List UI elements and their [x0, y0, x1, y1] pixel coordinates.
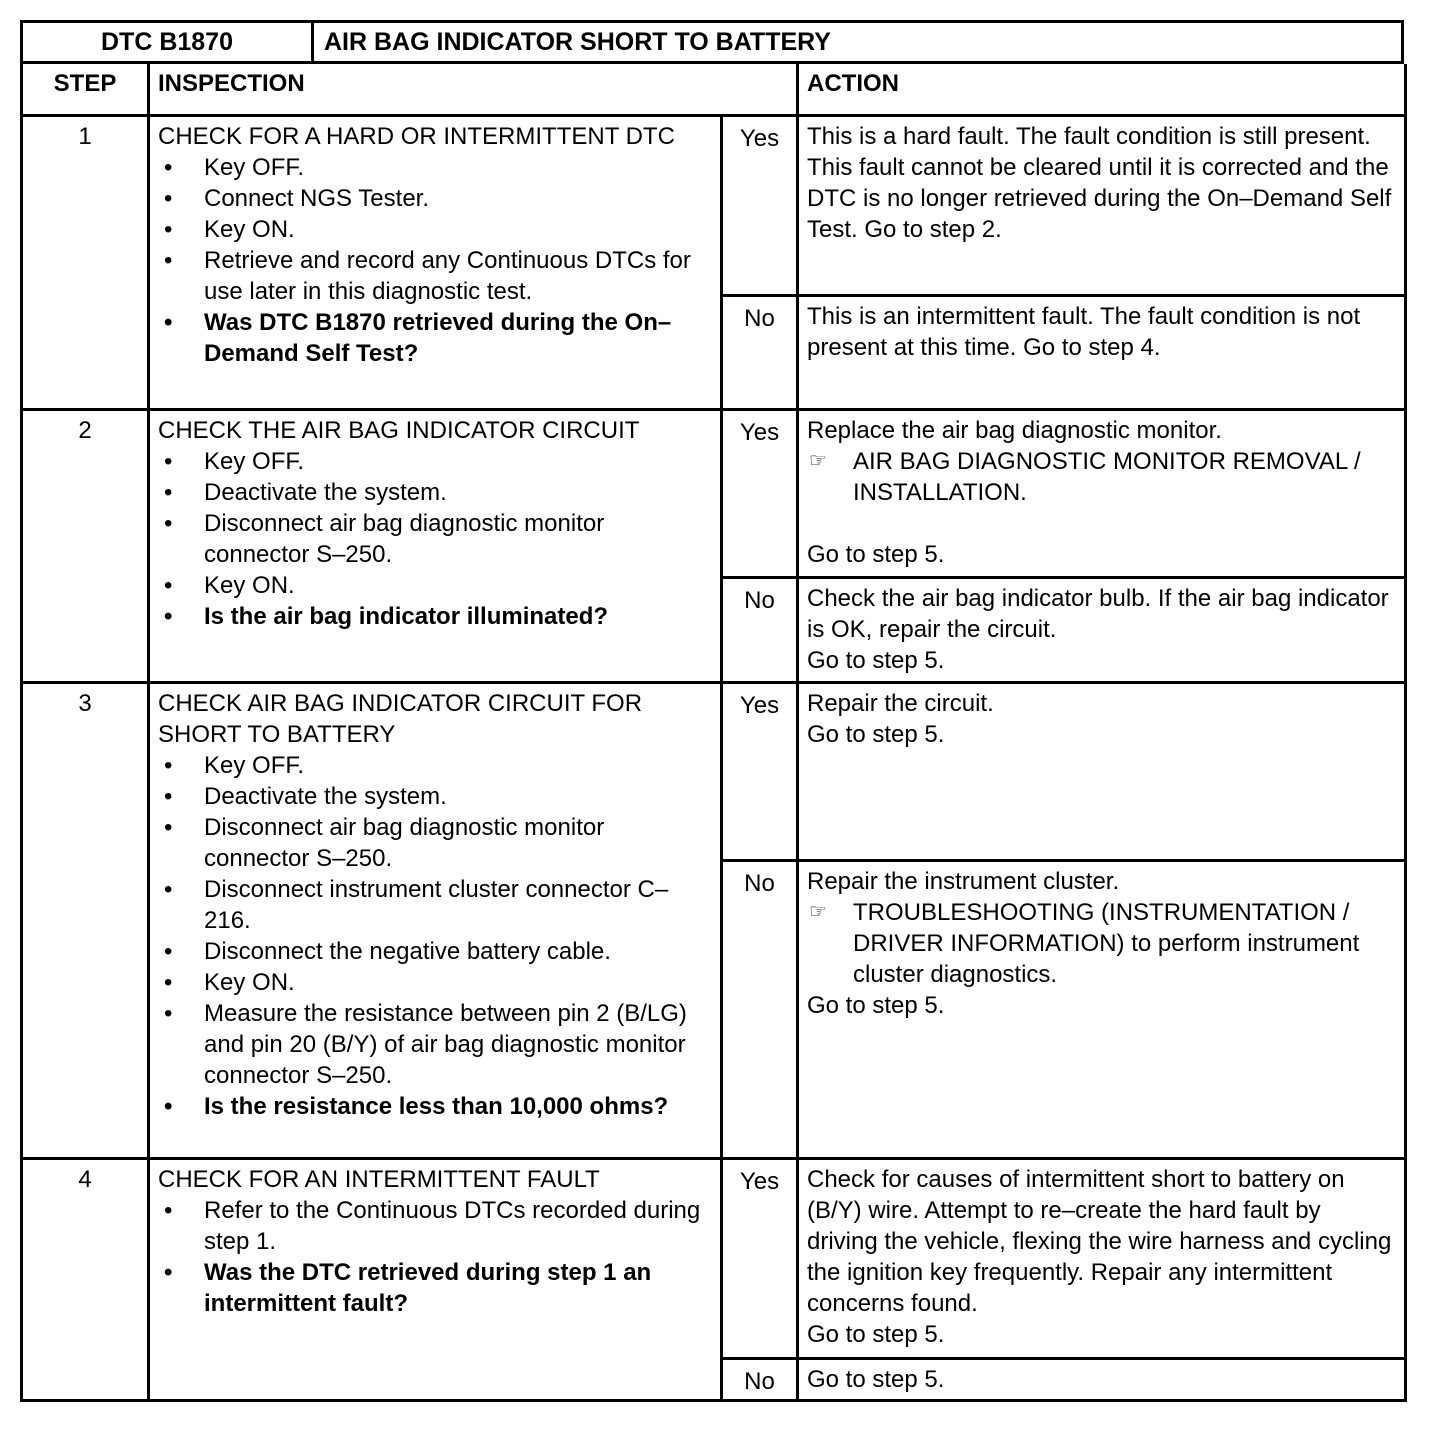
action-text: Repair the instrument cluster. [807, 868, 1120, 895]
step-title: CHECK FOR AN INTERMITTENT FAULT [158, 1166, 600, 1193]
step-4-yes-row [22, 1159, 1406, 1359]
no-action [798, 1359, 1406, 1401]
step-bullets [158, 446, 712, 632]
reference-note [807, 897, 1396, 990]
action-text: This is a hard fault. The fault condition is still present. This fault cannot be cleared until it is corrected and the DTC is no longer retrieved during the On–Demand Self Test. Go to step 2. [807, 123, 1392, 243]
step-question: • Is the air bag indicator illuminated? [158, 601, 712, 632]
step-bullets [158, 1195, 712, 1319]
step-column-header: STEP [22, 64, 149, 116]
bullet-item: • Key ON. [158, 214, 712, 245]
step-title: CHECK AIR BAG INDICATOR CIRCUIT FOR SHORT TO BATTERY [158, 690, 643, 748]
step-number: 1 [22, 116, 149, 410]
no-label: No [722, 861, 798, 1159]
no-label: No [722, 296, 798, 410]
action-text: Repair the circuit. [807, 690, 994, 717]
dtc-title: AIR BAG INDICATOR SHORT TO BATTERY [313, 22, 1403, 63]
step-inspection [149, 410, 722, 683]
bullet-item: • Connect NGS Tester. [158, 183, 712, 214]
reference-text: TROUBLESHOOTING (INSTRUMENTATION / DRIVER INFORMATION) to perform instrument cluster diagnostics. [853, 899, 1360, 988]
pointing-hand-icon: ☞ [809, 901, 827, 923]
bullet-item: • Deactivate the system. [158, 477, 712, 508]
bullet-item: • Disconnect air bag diagnostic monitor connector S–250. [158, 508, 712, 570]
reference-note [807, 446, 1396, 508]
column-headers [22, 64, 1406, 116]
no-action [798, 296, 1406, 410]
yes-label: Yes [722, 410, 798, 578]
step-2-yes-row [22, 410, 1406, 578]
step-title: CHECK THE AIR BAG INDICATOR CIRCUIT [158, 417, 640, 444]
action-text: Go to step 5. [807, 1366, 945, 1393]
step-question: • Was DTC B1870 retrieved during the On–Demand Self Test? [158, 307, 712, 369]
step-title: CHECK FOR A HARD OR INTERMITTENT DTC [158, 123, 675, 150]
step-bullets [158, 152, 712, 369]
no-action [798, 861, 1406, 1159]
action-text: This is an intermittent fault. The fault condition is not present at this time. Go to step 4. [807, 303, 1361, 361]
no-label: No [722, 578, 798, 683]
diagnostic-steps-table [20, 64, 1407, 1402]
bullet-item: • Key ON. [158, 570, 712, 601]
yes-label: Yes [722, 1159, 798, 1359]
action-text: Replace the air bag diagnostic monitor. [807, 417, 1222, 444]
bullet-item: • Measure the resistance between pin 2 (B/LG) and pin 20 (B/Y) of air bag diagnostic monitor connector S–250. [158, 998, 712, 1091]
bullet-item: • Key OFF. [158, 152, 712, 183]
goto-text: Go to step 5. [807, 1321, 945, 1348]
yes-action [798, 683, 1406, 861]
step-number: 4 [22, 1159, 149, 1401]
dtc-code: DTC B1870 [22, 22, 313, 63]
step-inspection [149, 683, 722, 1159]
bullet-item: • Disconnect air bag diagnostic monitor connector S–250. [158, 812, 712, 874]
bullet-item: • Retrieve and record any Continuous DTCs for use later in this diagnostic test. [158, 245, 712, 307]
action-text: Check the air bag indicator bulb. If the air bag indicator is OK, repair the circuit. [807, 585, 1389, 643]
reference-text: AIR BAG DIAGNOSTIC MONITOR REMOVAL / INSTALLATION. [853, 448, 1361, 506]
bullet-item: • Disconnect the negative battery cable. [158, 936, 712, 967]
goto-text: Go to step 5. [807, 721, 945, 748]
step-3-yes-row [22, 683, 1406, 861]
yes-label: Yes [722, 683, 798, 861]
action-column-header: ACTION [798, 64, 1406, 116]
bullet-item: • Refer to the Continuous DTCs recorded during step 1. [158, 1195, 712, 1257]
goto-text: Go to step 5. [807, 992, 945, 1019]
step-bullets [158, 750, 712, 1122]
yes-action [798, 1159, 1406, 1359]
step-question: • Is the resistance less than 10,000 ohms? [158, 1091, 712, 1122]
step-1-yes-row [22, 116, 1406, 296]
no-action [798, 578, 1406, 683]
goto-text: Go to step 5. [807, 647, 945, 674]
step-question: • Was the DTC retrieved during step 1 an intermittent fault? [158, 1257, 712, 1319]
dtc-table [20, 20, 1404, 1402]
no-label: No [722, 1359, 798, 1401]
action-text: Check for causes of intermittent short to battery on (B/Y) wire. Attempt to re–create the hard fault by driving the vehicle, flexing the wire harness and cycling the ignition key frequently. Repair any intermittent concerns found. [807, 1166, 1392, 1317]
pointing-hand-icon: ☞ [809, 450, 827, 472]
yes-action [798, 410, 1406, 578]
bullet-item: • Disconnect instrument cluster connector C–216. [158, 874, 712, 936]
goto-text: Go to step 5. [807, 541, 945, 568]
yes-label: Yes [722, 116, 798, 296]
step-number: 3 [22, 683, 149, 1159]
yes-action [798, 116, 1406, 296]
step-inspection [149, 116, 722, 410]
step-number: 2 [22, 410, 149, 683]
bullet-item: • Key ON. [158, 967, 712, 998]
bullet-item: • Key OFF. [158, 446, 712, 477]
spacer [807, 508, 1396, 539]
dtc-header [20, 20, 1404, 64]
bullet-item: • Deactivate the system. [158, 781, 712, 812]
bullet-item: • Key OFF. [158, 750, 712, 781]
inspection-column-header: INSPECTION [149, 64, 798, 116]
step-inspection [149, 1159, 722, 1401]
